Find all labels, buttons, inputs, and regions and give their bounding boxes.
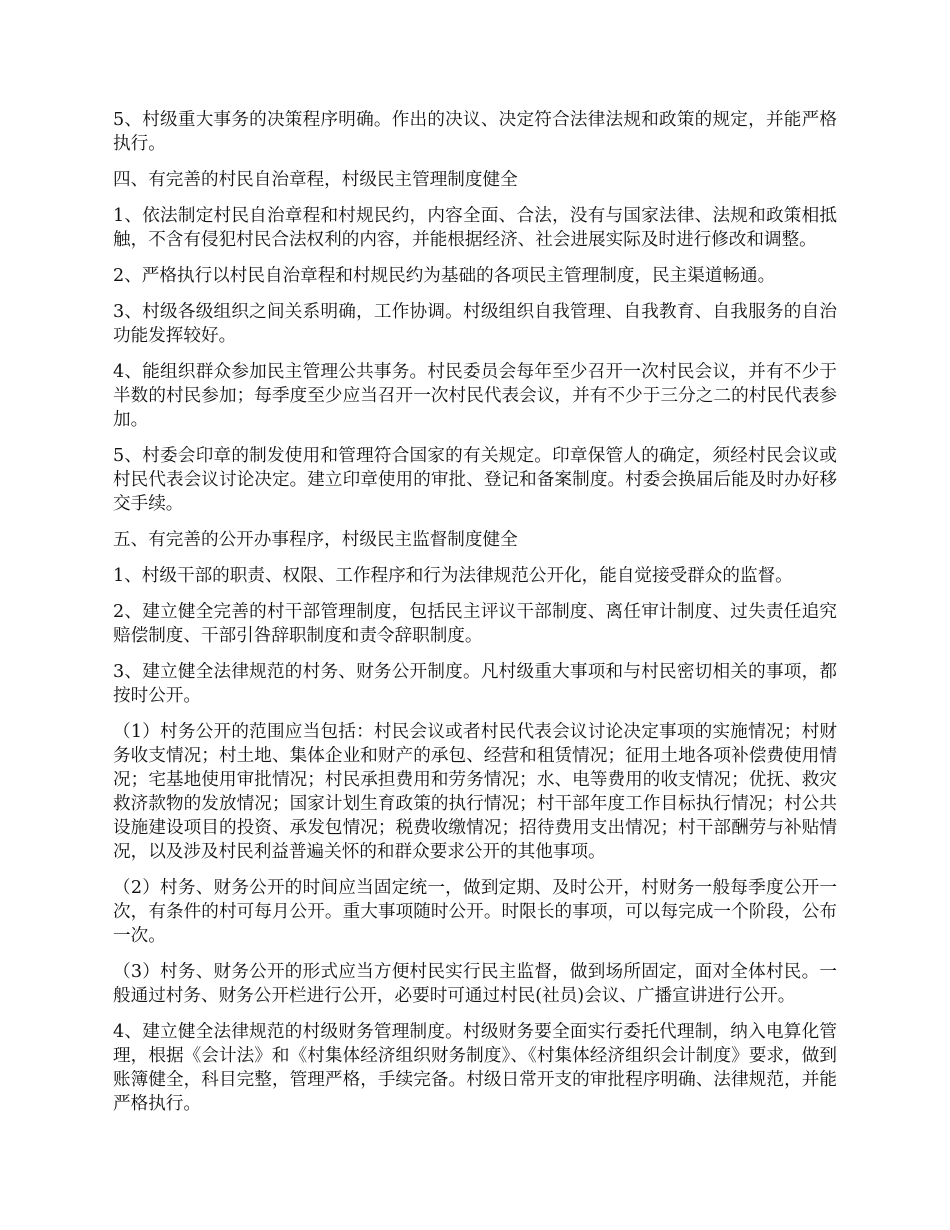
section-heading: 五、有完善的公开办事程序，村级民主监督制度健全 <box>113 530 518 550</box>
paragraph: 5、村级重大事务的决策程序明确。作出的决议、决定符合法律法规和政策的规定，并能严格执行。 <box>113 110 837 154</box>
paragraph: 3、建立健全法律规范的村务、财务公开制度。凡村级重大事项和与村民密切相关的事项，都按时公开。 <box>113 662 837 706</box>
paragraph: 4、建立健全法律规范的村级财务管理制度。村级财务要全面实行委托代理制，纳入电算化管理，根据《会计法》和《村集体经济组织财务制度》、《村集体经济组织会计制度》要求，做到账簿健全，科目完整，管理严格，手续完备。村级日常开支的审批程序明确、法律规范，并能严格执行。 <box>113 1022 837 1114</box>
paragraph: 1、村级干部的职责、权限、工作程序和行为法律规范公开化，能自觉接受群众的监督。 <box>113 566 793 586</box>
paragraph: 1、依法制定村民自治章程和村规民约，内容全面、合法，没有与国家法律、法规和政策相抵触，不含有侵犯村民合法权利的内容，并能根据经济、社会进展实际及时进行修改和调整。 <box>113 206 837 250</box>
paragraph: 2、严格执行以村民自治章程和村规民约为基础的各项民主管理制度，民主渠道畅通。 <box>113 266 776 286</box>
paragraph: （1）村务公开的范围应当包括：村民会议或者村民代表会议讨论决定事项的实施情况；村财务收支情况；村土地、集体企业和财产的承包、经营和租赁情况；征用土地各项补偿费使用情况；宅基地使用审批情况；村民承担费用和劳务情况；水、电等费用的收支情况；优抚、救灾救济款物的发放情况；国家计划生育政策的执行情况；村干部年度工作目标执行情况；村公共设施建设项目的投资、承发包情况；税费收缴情况；招待费用支出情况；村干部酬劳与补贴情况，以及涉及村民利益普遍关怀的和群众要求公开的其他事项。 <box>113 722 837 862</box>
paragraph: 5、村委会印章的制发使用和管理符合国家的有关规定。印章保管人的确定，须经村民会议或村民代表会议讨论决定。建立印章使用的审批、登记和备案制度。村委会换届后能及时办好移交手续。 <box>113 446 837 514</box>
document-body <box>113 108 837 1128</box>
paragraph: （3）村务、财务公开的形式应当方便村民实行民主监督，做到场所固定，面对全体村民。一般通过村务、财务公开栏进行公开，必要时可通过村民(社员)会议、广播宣讲进行公开。 <box>113 962 837 1006</box>
paragraph: 3、村级各级组织之间关系明确，工作协调。村级组织自我管理、自我教育、自我服务的自治功能发挥较好。 <box>113 302 837 346</box>
paragraph: 4、能组织群众参加民主管理公共事务。村民委员会每年至少召开一次村民会议，并有不少于半数的村民参加；每季度至少应当召开一次村民代表会议，并有不少于三分之二的村民代表参加。 <box>113 362 837 430</box>
section-heading: 四、有完善的村民自治章程，村级民主管理制度健全 <box>113 170 518 190</box>
paragraph: 2、建立健全完善的村干部管理制度，包括民主评议干部制度、离任审计制度、过失责任追究赔偿制度、干部引咎辞职制度和责令辞职制度。 <box>113 602 837 646</box>
paragraph: （2）村务、财务公开的时间应当固定统一，做到定期、及时公开，村财务一般每季度公开一次，有条件的村可每月公开。重大事项随时公开。时限长的事项，可以每完成一个阶段，公布一次。 <box>113 878 837 946</box>
